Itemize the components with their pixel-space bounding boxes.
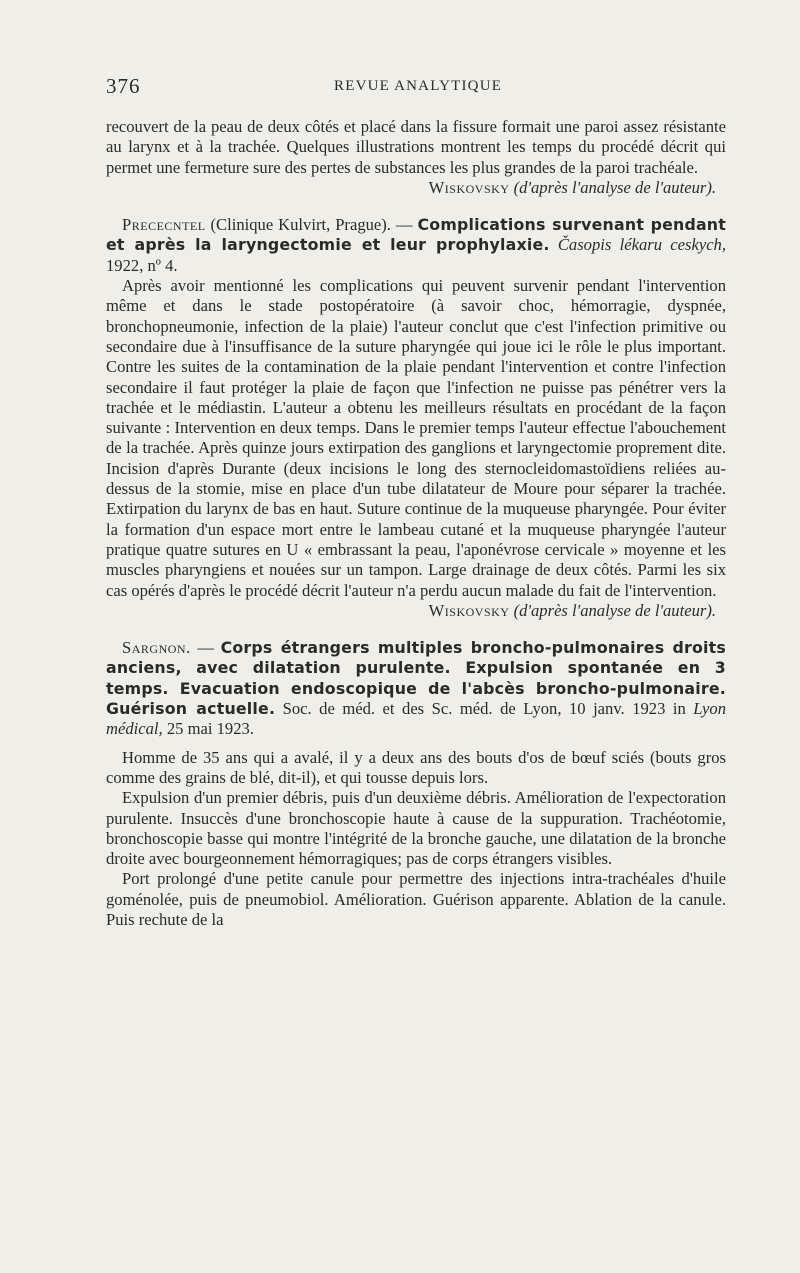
entry-journal: Časopis lékaru ceskych, [557, 235, 727, 255]
page-number: 376 [106, 74, 141, 98]
abstract-entry-sargnon [106, 638, 726, 930]
signature-name: Wiskovsky [428, 600, 510, 620]
entry-paragraph: Expulsion d'un premier débris, puis d'un deuxième débris. Amélioration de l'expectoration purulente. Insuccès d'une bronchoscopie haute à cause de la suppuration. Trachéotomie, bronchoscopie basse qui montre l'intégrité de la bronche gauche, une dilatation de la bronche droite avec bourgeonnement hémorragiques; pas de corps étrangers visibles. [106, 788, 726, 869]
abstract-entry-prececntel [106, 215, 726, 621]
signature-note: (d'après l'analyse de l'auteur). [513, 177, 716, 197]
entry-separator: — [190, 638, 221, 658]
abstract-signature [106, 601, 726, 621]
abstract-signature [106, 178, 726, 198]
entry-title: Complications survenant pendant et après la laryngectomie et leur prophylaxie. [106, 215, 727, 255]
entry-title: Corps étrangers multiples broncho-pulmonaires droits anciens, avec dilatation purulente. Expulsion spontanée en 3 temps. Evacuation endoscopique de l'abcès broncho-pulmonaire. Guérison actuelle. [106, 638, 726, 719]
entry-date: 25 mai 1923. [162, 719, 254, 739]
continued-paragraph: recouvert de la peau de deux côtés et placé dans la fissure formait une paroi assez résistante au larynx et à la trachée. Quelques illustrations montrent les temps du procédé décrit qui permet une fermeture sure des pertes de substances les plus grandes de la paroi trachéale. [106, 117, 726, 177]
entry-affiliation: (Clinique Kulvirt, Prague). — [205, 215, 418, 235]
page-content [106, 117, 726, 930]
continued-abstract [106, 117, 726, 198]
entry-reference: Soc. de méd. et des Sc. méd. de Lyon, 10 janv. 1923 in [275, 699, 694, 719]
entry-heading [106, 215, 726, 276]
entry-author: Sargnon. [122, 638, 191, 658]
running-title: REVUE ANALYTIQUE [334, 78, 503, 94]
page-header [106, 74, 726, 100]
entry-author: Prececntel [122, 215, 206, 235]
signature-name: Wiskovsky [428, 177, 510, 197]
entry-paragraph: Homme de 35 ans qui a avalé, il y a deux ans des bouts d'os de bœuf sciés (bouts gros comme des grains de blé, dit-il), et qui tousse depuis lors. [106, 747, 726, 787]
entry-heading [106, 638, 726, 739]
entry-reference: 1922, nº 4. [106, 255, 178, 275]
entry-journal: Lyon médical, [106, 699, 726, 739]
entry-paragraph: Port prolongé d'une petite canule pour permettre des injections intra-trachéales d'huile goménolée, puis de pneumobiol. Amélioration. Guérison apparente. Ablation de la canule. Puis rechute de la [106, 869, 726, 929]
entry-body: Après avoir mentionné les complications qui peuvent survenir pendant l'intervention même et dans le stade postopératoire (à savoir choc, hémorragie, dyspnée, bronchopneumonie, infection de la plaie) l'auteur conclut que c'est l'infection primitive ou secondaire due à l'insuffisance de la suture pharyngée qui joue ici le rôle le plus important. Contre les suites de la contamination de la plaie pendant l'intervention et contre l'infection secondaire il faut protéger la plaie de façon que l'infection ne puisse pas pénétrer vers la trachée et le médiastin. L'auteur a obtenu les meilleurs résultats en procédant de la façon suivante : Intervention en deux temps. Dans le premier temps l'auteur effectue l'abouchement de la trachée. Après quinze jours extirpation des ganglions et laryngectomie proprement dite. Incision d'après Durante (deux incisions le long des sternocleidomastoïdiens reliées au-dessus de la stomie, mise en place d'un tube dilatateur de Moure pour séparer la trachée. Extirpation du larynx de bas en haut. Suture continue de la muqueuse pharyngée. Pour éviter la formation d'un espace mort entre le lambeau cutané et la muqueuse pharyngée l'auteur pratique quatre sutures en U « embrassant la peau, l'aponévrose cervicale » moyenne et les muscles pharyngiens et nouées sur un tampon. Large drainage de deux côtés. Parmi les six cas opérés d'après le procédé décrit l'auteur n'a perdu aucun malade du fait de l'intervention. [106, 276, 726, 600]
signature-note: (d'après l'analyse de l'auteur). [513, 600, 716, 620]
